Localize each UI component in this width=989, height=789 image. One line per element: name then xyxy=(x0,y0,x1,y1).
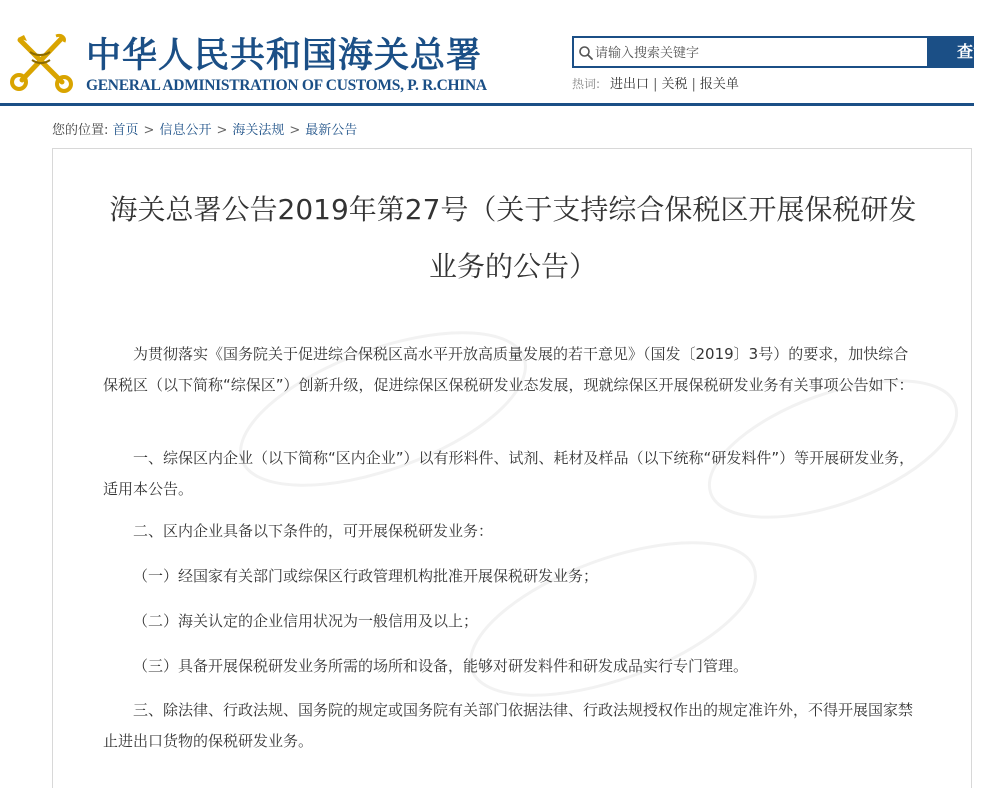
search-input[interactable] xyxy=(595,42,915,64)
article-paragraph: 二、区内企业具备以下条件的，可开展保税研发业务： xyxy=(133,522,494,540)
article-title xyxy=(53,181,973,295)
breadcrumb-item-home[interactable]: 首页 xyxy=(112,123,139,138)
hot-word-link[interactable]: 关税 xyxy=(661,77,688,92)
breadcrumb-label: 您的位置: xyxy=(52,123,109,138)
breadcrumb xyxy=(52,119,357,138)
breadcrumb-separator: > xyxy=(289,123,301,138)
site-header xyxy=(0,0,989,104)
breadcrumb-item-customs-regulations[interactable]: 海关法规 xyxy=(232,123,285,138)
article-title-line1: 海关总署公告2019年第27号（关于支持综合保税区开展保税研发 xyxy=(109,193,917,226)
breadcrumb-separator: > xyxy=(143,123,155,138)
breadcrumb-item-latest-announcements[interactable]: 最新公告 xyxy=(305,123,358,138)
article-title-line2: 业务的公告） xyxy=(428,250,597,283)
divider: | xyxy=(653,77,658,92)
article-container xyxy=(52,148,972,788)
header-divider xyxy=(0,103,974,106)
article-paragraph: （三）具备开展保税研发业务所需的场所和设备，能够对研发料件和研发成品实行专门管理。 xyxy=(133,657,749,675)
site-title-en[interactable]: GENERAL ADMINISTRATION OF CUSTOMS, P. R.CHINA xyxy=(86,77,487,94)
article-paragraph: （一）经国家有关部门或综保区行政管理机构批准开展保税研发业务； xyxy=(133,567,599,585)
breadcrumb-item-info-public[interactable]: 信息公开 xyxy=(159,123,212,138)
hot-words-label: 热词: xyxy=(572,77,601,91)
customs-emblem-icon[interactable] xyxy=(10,30,74,94)
article-paragraph: 为贯彻落实《国务院关于促进综合保税区高水平开放高质量发展的若干意见》（国发〔2019〕3号）的要求，加快综合保税区（以下简称“综保区”）创新升级，促进综保区保税研发业态发展，现就综保区开展保税研发业务有关事项公告如下： xyxy=(103,345,914,394)
search-icon xyxy=(578,45,594,61)
divider: | xyxy=(691,77,696,92)
article-paragraph: 三、除法律、行政法规、国务院的规定或国务院有关部门依据法律、行政法规授权作出的规定准许外，不得开展国家禁止进出口货物的保税研发业务。 xyxy=(103,701,914,750)
site-title-cn[interactable]: 中华人民共和国海关总署 xyxy=(86,35,483,76)
article-paragraph: （二）海关认定的企业信用状况为一般信用及以上； xyxy=(133,612,479,630)
breadcrumb-separator: > xyxy=(216,123,228,138)
hot-word-link[interactable]: 报关单 xyxy=(699,77,739,92)
search-box xyxy=(572,36,929,68)
hot-words xyxy=(572,73,739,92)
hot-word-link[interactable]: 进出口 xyxy=(610,77,650,92)
article-paragraph: 一、综保区内企业（以下简称“区内企业”）以有形料件、试剂、耗材及样品（以下统称“研发料件”）等开展研发业务，适用本公告。 xyxy=(103,449,915,498)
search-button[interactable]: 查询 xyxy=(929,36,974,68)
